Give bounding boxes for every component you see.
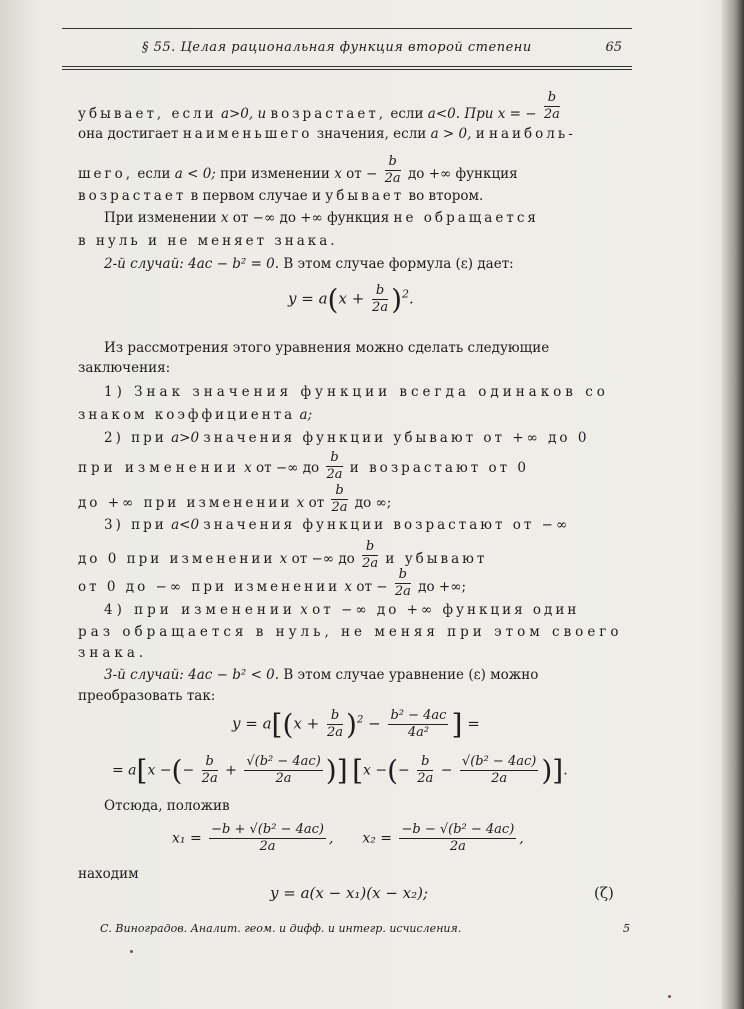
text-segment: от −∞ до +∞ функция один xyxy=(312,602,580,618)
math-inline: x xyxy=(334,166,342,182)
case-heading: 2-й случай: xyxy=(104,256,184,272)
text-segment: до +∞ при изменении xyxy=(78,495,293,511)
text-segment: шего, xyxy=(78,166,134,182)
text-line-17 xyxy=(78,567,638,604)
text-line-6: в нуль и не меняет знака. xyxy=(78,233,338,249)
fraction-neg-b-over-2a: $\frac{b}{2a}$ xyxy=(362,539,379,571)
text-segment: от xyxy=(308,495,325,511)
text-segment: от −∞ до xyxy=(255,460,320,476)
text-segment: наименьшего xyxy=(182,126,313,142)
math-inline: 4ac − b² < 0. xyxy=(188,667,280,683)
text-segment: наиболь- xyxy=(489,126,576,142)
text-line-10: 1) Знак значения функции всегда одинаков со xyxy=(104,384,609,400)
roots-definition: x₁ = $\frac{\text{−b + √(b² − 4ac)}}{2a}$ , x₂ = $\frac{\text{−b − √(b² − 4ac)}}{2a}$ , xyxy=(172,822,524,854)
fraction-neg-b-over-2a: $\frac{b}{2a}$ xyxy=(331,483,348,515)
text-segment: значения, если xyxy=(316,126,427,142)
math-inline: a < 0; xyxy=(174,166,216,182)
text-line-7 xyxy=(104,256,664,272)
text-line-5 xyxy=(104,210,664,226)
header-rule-top xyxy=(62,28,632,29)
fraction-b-over-2a: $\frac{b}{2a}$ xyxy=(394,567,411,599)
header-rule-bottom xyxy=(62,66,632,67)
math-inline: a<0. При xyxy=(427,106,494,122)
text-segment: до +∞ функция xyxy=(407,166,518,182)
text-segment: во втором. xyxy=(408,188,484,204)
text-segment: В этом случае формула (ε) дает: xyxy=(283,256,514,272)
text-segment: 4) при изменении xyxy=(104,602,296,618)
math-inline: a; xyxy=(299,407,313,423)
text-segment: убывает xyxy=(325,188,405,204)
fraction-b-over-2a: $\frac{b}{2a}$ xyxy=(384,154,401,186)
text-segment: при изменении xyxy=(78,460,240,476)
text-line-21 xyxy=(104,667,664,683)
footer-signature xyxy=(100,922,630,935)
text-line-11 xyxy=(78,407,638,423)
math-inline: a>0, и xyxy=(220,106,267,122)
text-segment: убывает, если xyxy=(78,106,217,122)
text-line-15 xyxy=(104,517,664,533)
text-line-18 xyxy=(104,602,664,618)
text-segment: и возрастают от 0 xyxy=(349,460,529,476)
text-line-14 xyxy=(78,483,638,520)
text-line-12 xyxy=(104,430,664,446)
text-line-22: преобразовать так: xyxy=(78,688,216,704)
text-line-8: Из рассмотрения этого уравнения можно сделать следующие xyxy=(104,340,550,356)
equation-case-3-line-2: = a[x −(− $\frac{b}{2a}$ + $\frac{\text{√(b² − 4ac)}}{2a}$ )] [x −(− $\frac{b}{2a}$ − $\frac{\text{√(b² − 4ac)}}{2a}$ )]. xyxy=(112,754,568,787)
math-inline: x = − xyxy=(497,106,537,122)
fraction-b-over-2a: $\frac{b}{2a}$ xyxy=(543,90,560,122)
text-segment: от − xyxy=(346,166,378,182)
case-heading: 3-й случай: xyxy=(104,667,184,683)
book-spine-shadow xyxy=(722,0,744,1009)
text-segment: возрастает, xyxy=(270,106,387,122)
text-line-13 xyxy=(78,452,638,485)
math-inline: 4ac − b² = 0. xyxy=(188,256,280,272)
math-inline: x xyxy=(279,551,288,567)
text-segment: значения функции убывают от +∞ до 0 xyxy=(203,430,590,446)
math-inline: a>0 xyxy=(171,430,200,446)
running-header xyxy=(62,38,632,60)
equation-case-3-line-1: y = a[(x + $\frac{b}{2a}$ )$^2$ − $\frac{\text{b² − 4ac}}{\text{4a²}}$ ] = xyxy=(232,708,480,741)
math-inline: x xyxy=(296,495,305,511)
text-line-24: находим xyxy=(78,866,139,882)
equation-case-2: y = a(x + $\frac{b}{2a}$ )$^2$. xyxy=(288,283,414,316)
header-title: § 55. Целая рациональная функция второй степени xyxy=(142,40,532,55)
text-segment: до ∞; xyxy=(354,495,392,511)
text-segment: она достигает xyxy=(78,126,179,142)
text-segment: 2) при xyxy=(104,430,167,446)
text-line-3 xyxy=(78,154,638,191)
math-inline: x xyxy=(220,210,229,226)
text-segment: до +∞; xyxy=(418,579,466,595)
footer-text: С. Виноградов. Аналит. геом. и дифф. и интегр. исчисления. xyxy=(100,922,462,935)
math-inline: x xyxy=(300,602,308,618)
text-line-19: раз обращается в нуль, не меняя при этом своего xyxy=(78,624,623,640)
text-line-9: заключения: xyxy=(78,360,171,376)
math-inline: x xyxy=(344,579,353,595)
text-segment: возрастает xyxy=(78,188,187,204)
text-segment: если xyxy=(390,106,424,122)
text-segment: до 0 при изменении xyxy=(78,551,276,567)
text-segment: В этом случае уравнение (ε) можно xyxy=(283,667,539,683)
text-segment: значения функции возрастают от −∞ xyxy=(203,517,571,533)
text-line-20: знака. xyxy=(78,645,148,661)
text-segment: от −∞ до +∞ функция xyxy=(232,210,390,226)
header-rule-bottom-2 xyxy=(62,69,632,70)
text-segment: и убывают xyxy=(385,551,488,567)
page-number: 65 xyxy=(605,40,622,55)
text-line-2 xyxy=(78,126,638,142)
text-segment: в первом случае и xyxy=(190,188,321,204)
text-segment: от 0 до −∞ при изменении xyxy=(78,579,341,595)
ink-speck xyxy=(130,950,133,953)
math-inline: a<0 xyxy=(171,517,200,533)
text-segment: 3) при xyxy=(104,517,167,533)
text-segment: знаком коэффициента xyxy=(78,407,296,423)
text-segment: При изменении xyxy=(104,210,217,226)
text-segment: при изменении xyxy=(220,166,330,182)
ink-speck xyxy=(668,995,671,998)
text-segment: от −∞ до xyxy=(291,551,355,567)
sheet-number: 5 xyxy=(623,922,630,935)
equation-zeta: y = a(x − x₁)(x − x₂); xyxy=(270,884,429,902)
text-segment: не обращается xyxy=(393,210,539,226)
fraction-neg-b-over-2a: $\frac{b}{2a}$ xyxy=(326,450,343,482)
math-inline: x xyxy=(244,460,252,476)
text-line-4 xyxy=(78,188,638,204)
text-segment: от − xyxy=(356,579,388,595)
text-line-23: Отсюда, положив xyxy=(104,798,230,814)
math-inline: a > 0, xyxy=(430,126,472,142)
equation-tag: (ζ) xyxy=(594,884,614,902)
text-segment: если xyxy=(137,166,171,182)
text-segment: и xyxy=(475,126,485,142)
